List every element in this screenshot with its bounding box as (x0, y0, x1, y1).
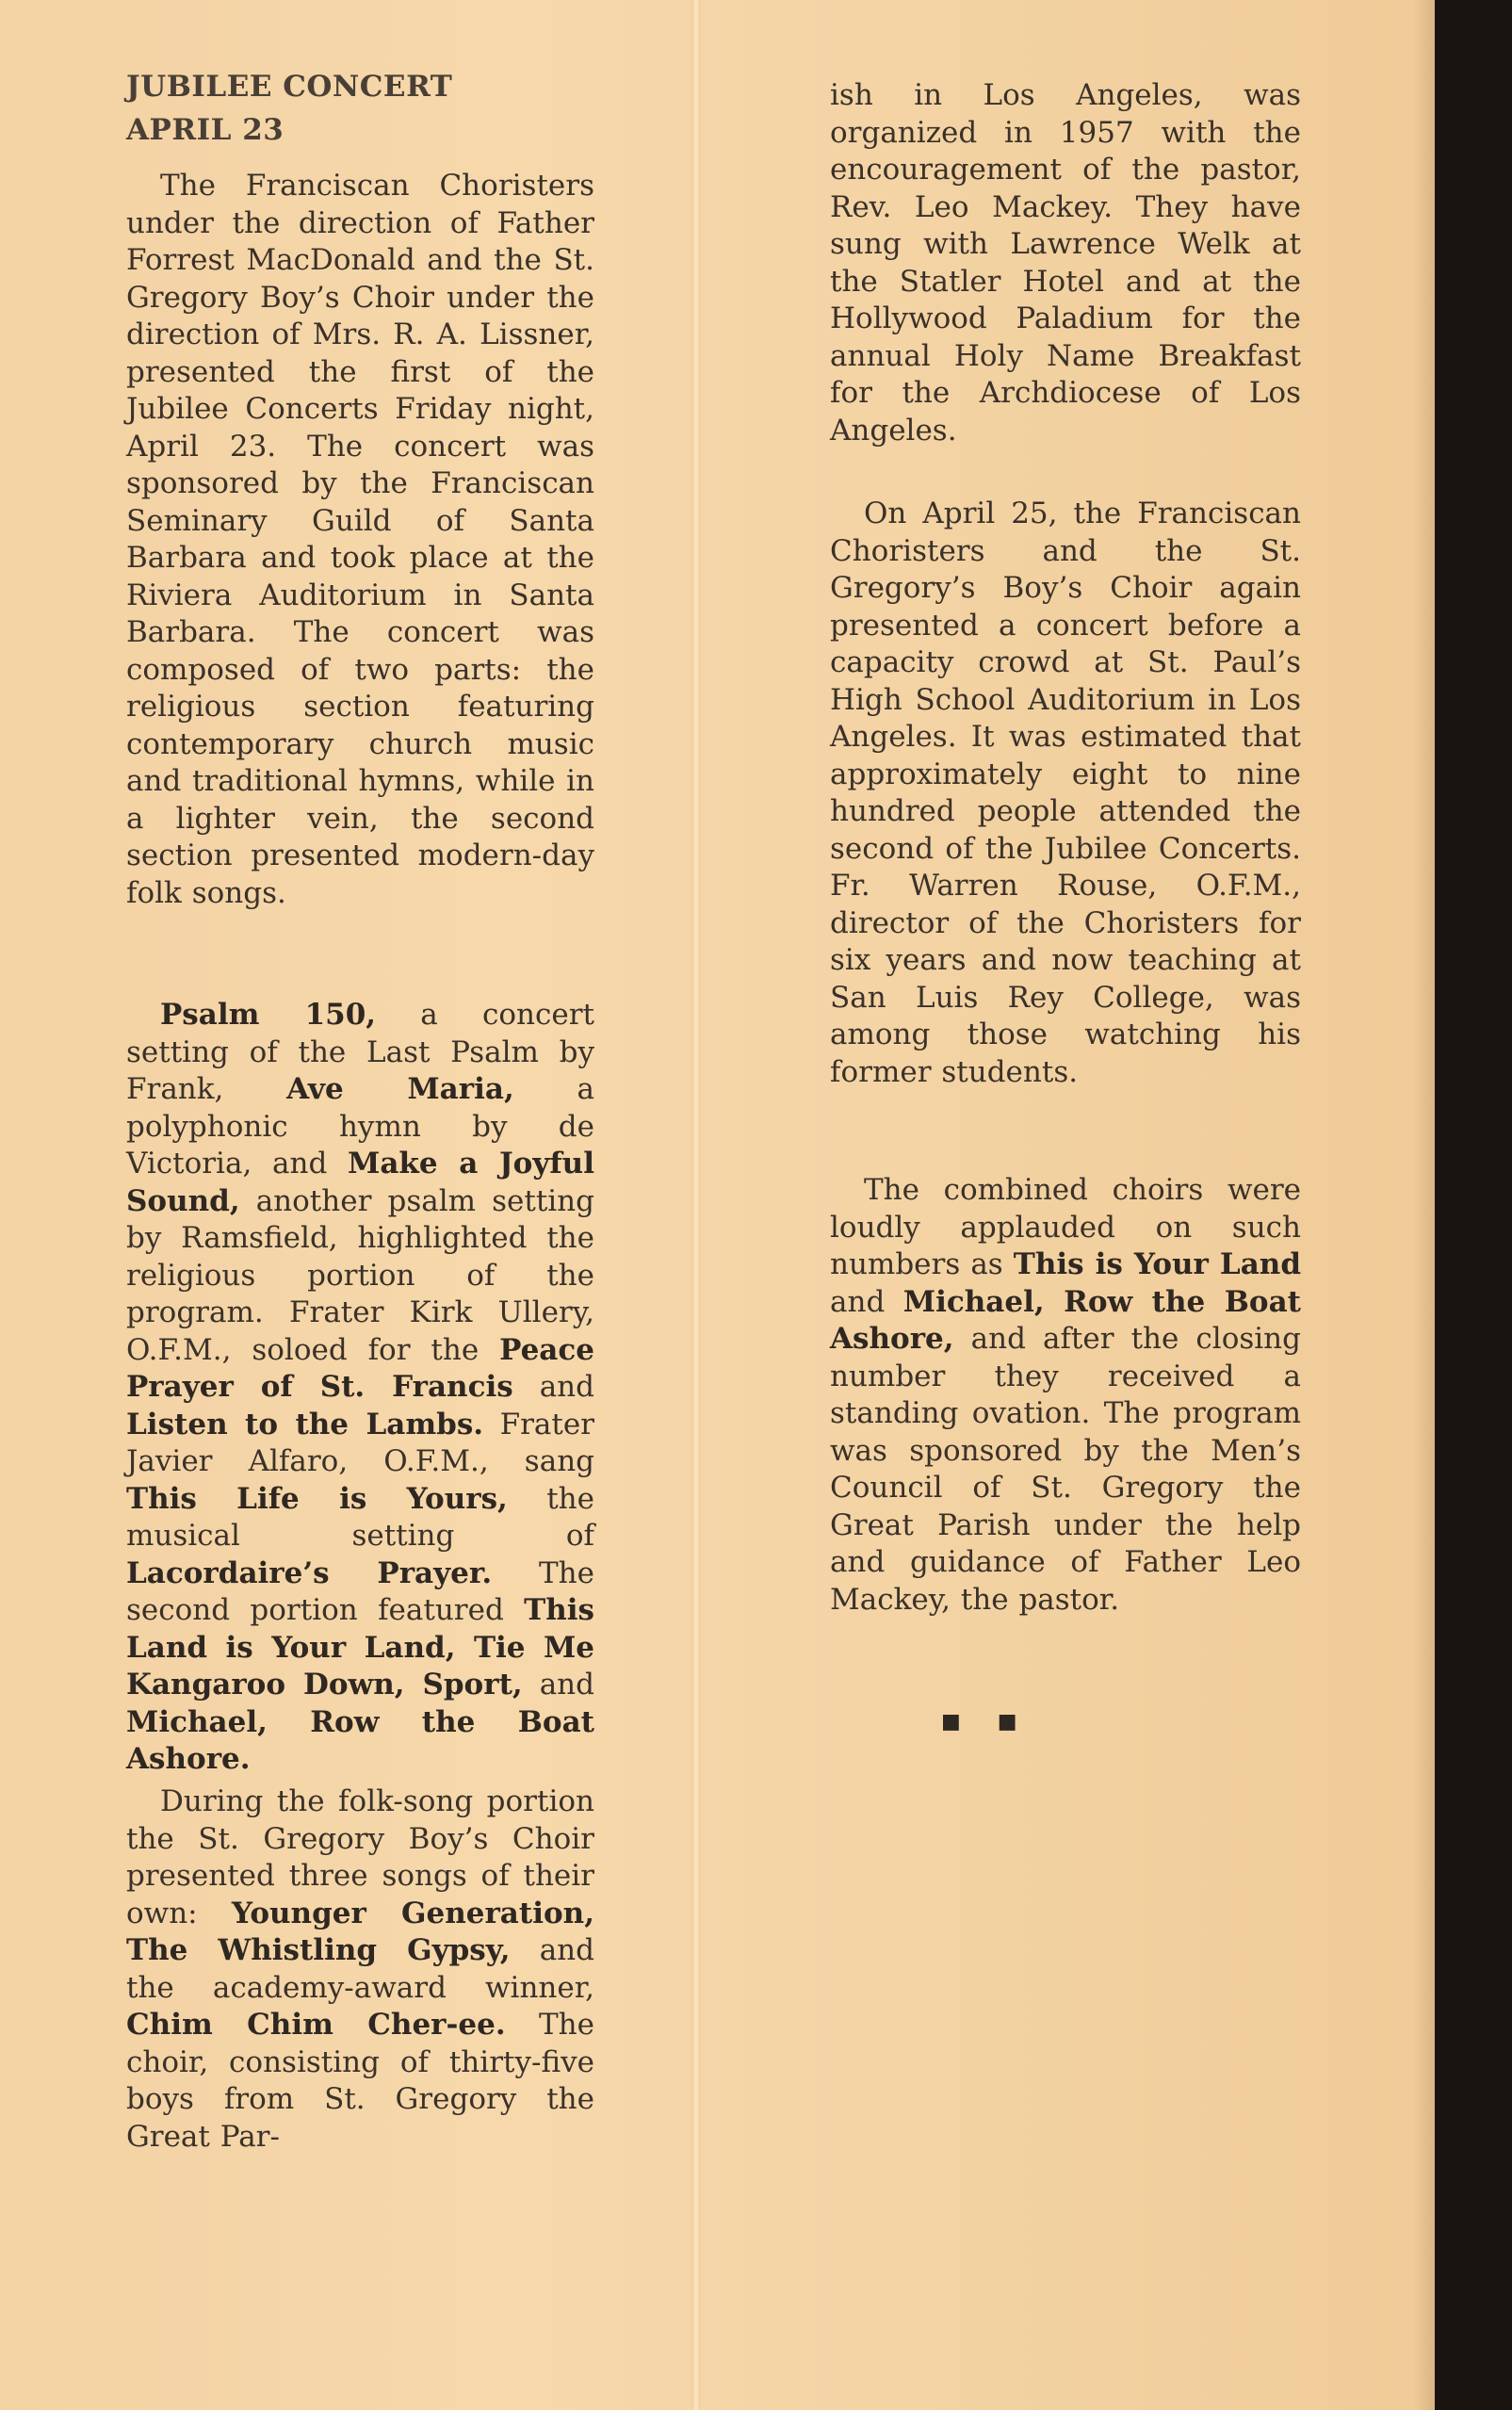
article-date-heading: APRIL 23 (126, 113, 285, 147)
bold-title-text: Michael, Row the Boat Ashore, (830, 1284, 1301, 1356)
bold-title-text: Peace Prayer of St. Francis (126, 1332, 594, 1404)
bold-title-text: Make a Joyful Sound, (126, 1147, 594, 1218)
paragraph-3: During the folk-song portion the St. Gregory Boy’s Choir presented three songs of their own: Younger Generation, The Whistling Gypsy, and the academy-award winner, Chim Chim Cher-ee. The choir, consisting of thirty-five boys from St. Gregory the Great Par- (126, 1784, 594, 2154)
bold-title-text: This Life is Yours, (126, 1481, 508, 1516)
bold-title-text: Ave Maria, (286, 1072, 514, 1106)
paragraph-5: On April 25, the Franciscan Choristers and the St. Gregory’s Boy’s Choir again presented a concert before a capacity crowd at St. Paul’s High School Auditorium in Los Angeles. It was estimated that approximately eight to nine hundred people attended the second of the Jubilee Concerts. Fr. Warren Rouse, O.F.M., director of the Choristers for six years and now teaching at San Luis Rey College, was among those watching his former students. (830, 497, 1301, 1089)
paragraph-6: The combined choirs were loudly applauded on such numbers as This is Your Land and Michael, Row the Boat Ashore, and after the closing number they received a standing ovation. The program was sponsored by the Men’s Council of St. Gregory the Great Parish under the help and guidance of Father Leo Mackey, the pastor. (830, 1173, 1301, 1617)
paragraph-2: Psalm 150, a concert setting of the Last Psalm by Frank, Ave Maria, a polyphonic hymn by de Victoria, and Make a Joyful Sound, another psalm setting by Ramsfield, highlighted the religious portion of the program. Frater Kirk Ullery, O.F.M., soloed for the Peace Prayer of St. Francis and Listen to the Lambs. Frater Javier Alfaro, O.F.M., sang This Life is Yours, the musical setting of Lacordaire’s Prayer. The second portion featured This Land is Your Land, Tie Me Kangaroo Down, Sport, and Michael, Row the Boat Ashore. (126, 998, 594, 1776)
end-of-article-mark: ■ ■ (941, 1710, 1032, 1734)
paragraph-1: The Franciscan Choristers under the direction of Father Forrest MacDonald and the St. Gregory Boy’s Choir under the direction of Mrs. R. A. Lissner, presented the first of the Jubilee Concerts Friday night, April 23. The concert was sponsored by the Franciscan Seminary Guild of Santa Barbara and took place at the Riviera Auditorium in Santa Barbara. The concert was composed of two parts: the religious section featuring contemporary church music and traditional hymns, while in a lighter vein, the second section presented modern-day folk songs. (126, 169, 594, 910)
page-edge-shadow (1413, 0, 1435, 2410)
bold-title-text: Lacordaire’s Prayer. (126, 1555, 493, 1590)
bold-title-text: Chim Chim Cher-ee. (126, 2008, 506, 2042)
paragraph-4: ish in Los Angeles, was organized in 1957 with the encouragement of the pastor, Rev. Leo Mackey. They have sung with Lawrence Welk at the Statler Hotel and at the Hollywood Paladium for the annual Holy Name Breakfast for the Archdiocese of Los Angeles. (830, 78, 1301, 448)
page-fold (691, 0, 701, 2410)
bold-title-text: Listen to the Lambs. (126, 1407, 484, 1441)
bold-title-text: Younger Generation, The Whistling Gypsy, (126, 1896, 594, 1967)
bold-title-text: Michael, Row the Boat Ashore. (126, 1704, 594, 1776)
article-heading: JUBILEE CONCERT (126, 70, 453, 104)
bold-title-text: This Land is Your Land, Tie Me Kangaroo Down, Sport, (126, 1593, 594, 1702)
bold-title-text: This is Your Land (1013, 1247, 1301, 1281)
bold-title-text: Psalm 150, (160, 998, 377, 1032)
